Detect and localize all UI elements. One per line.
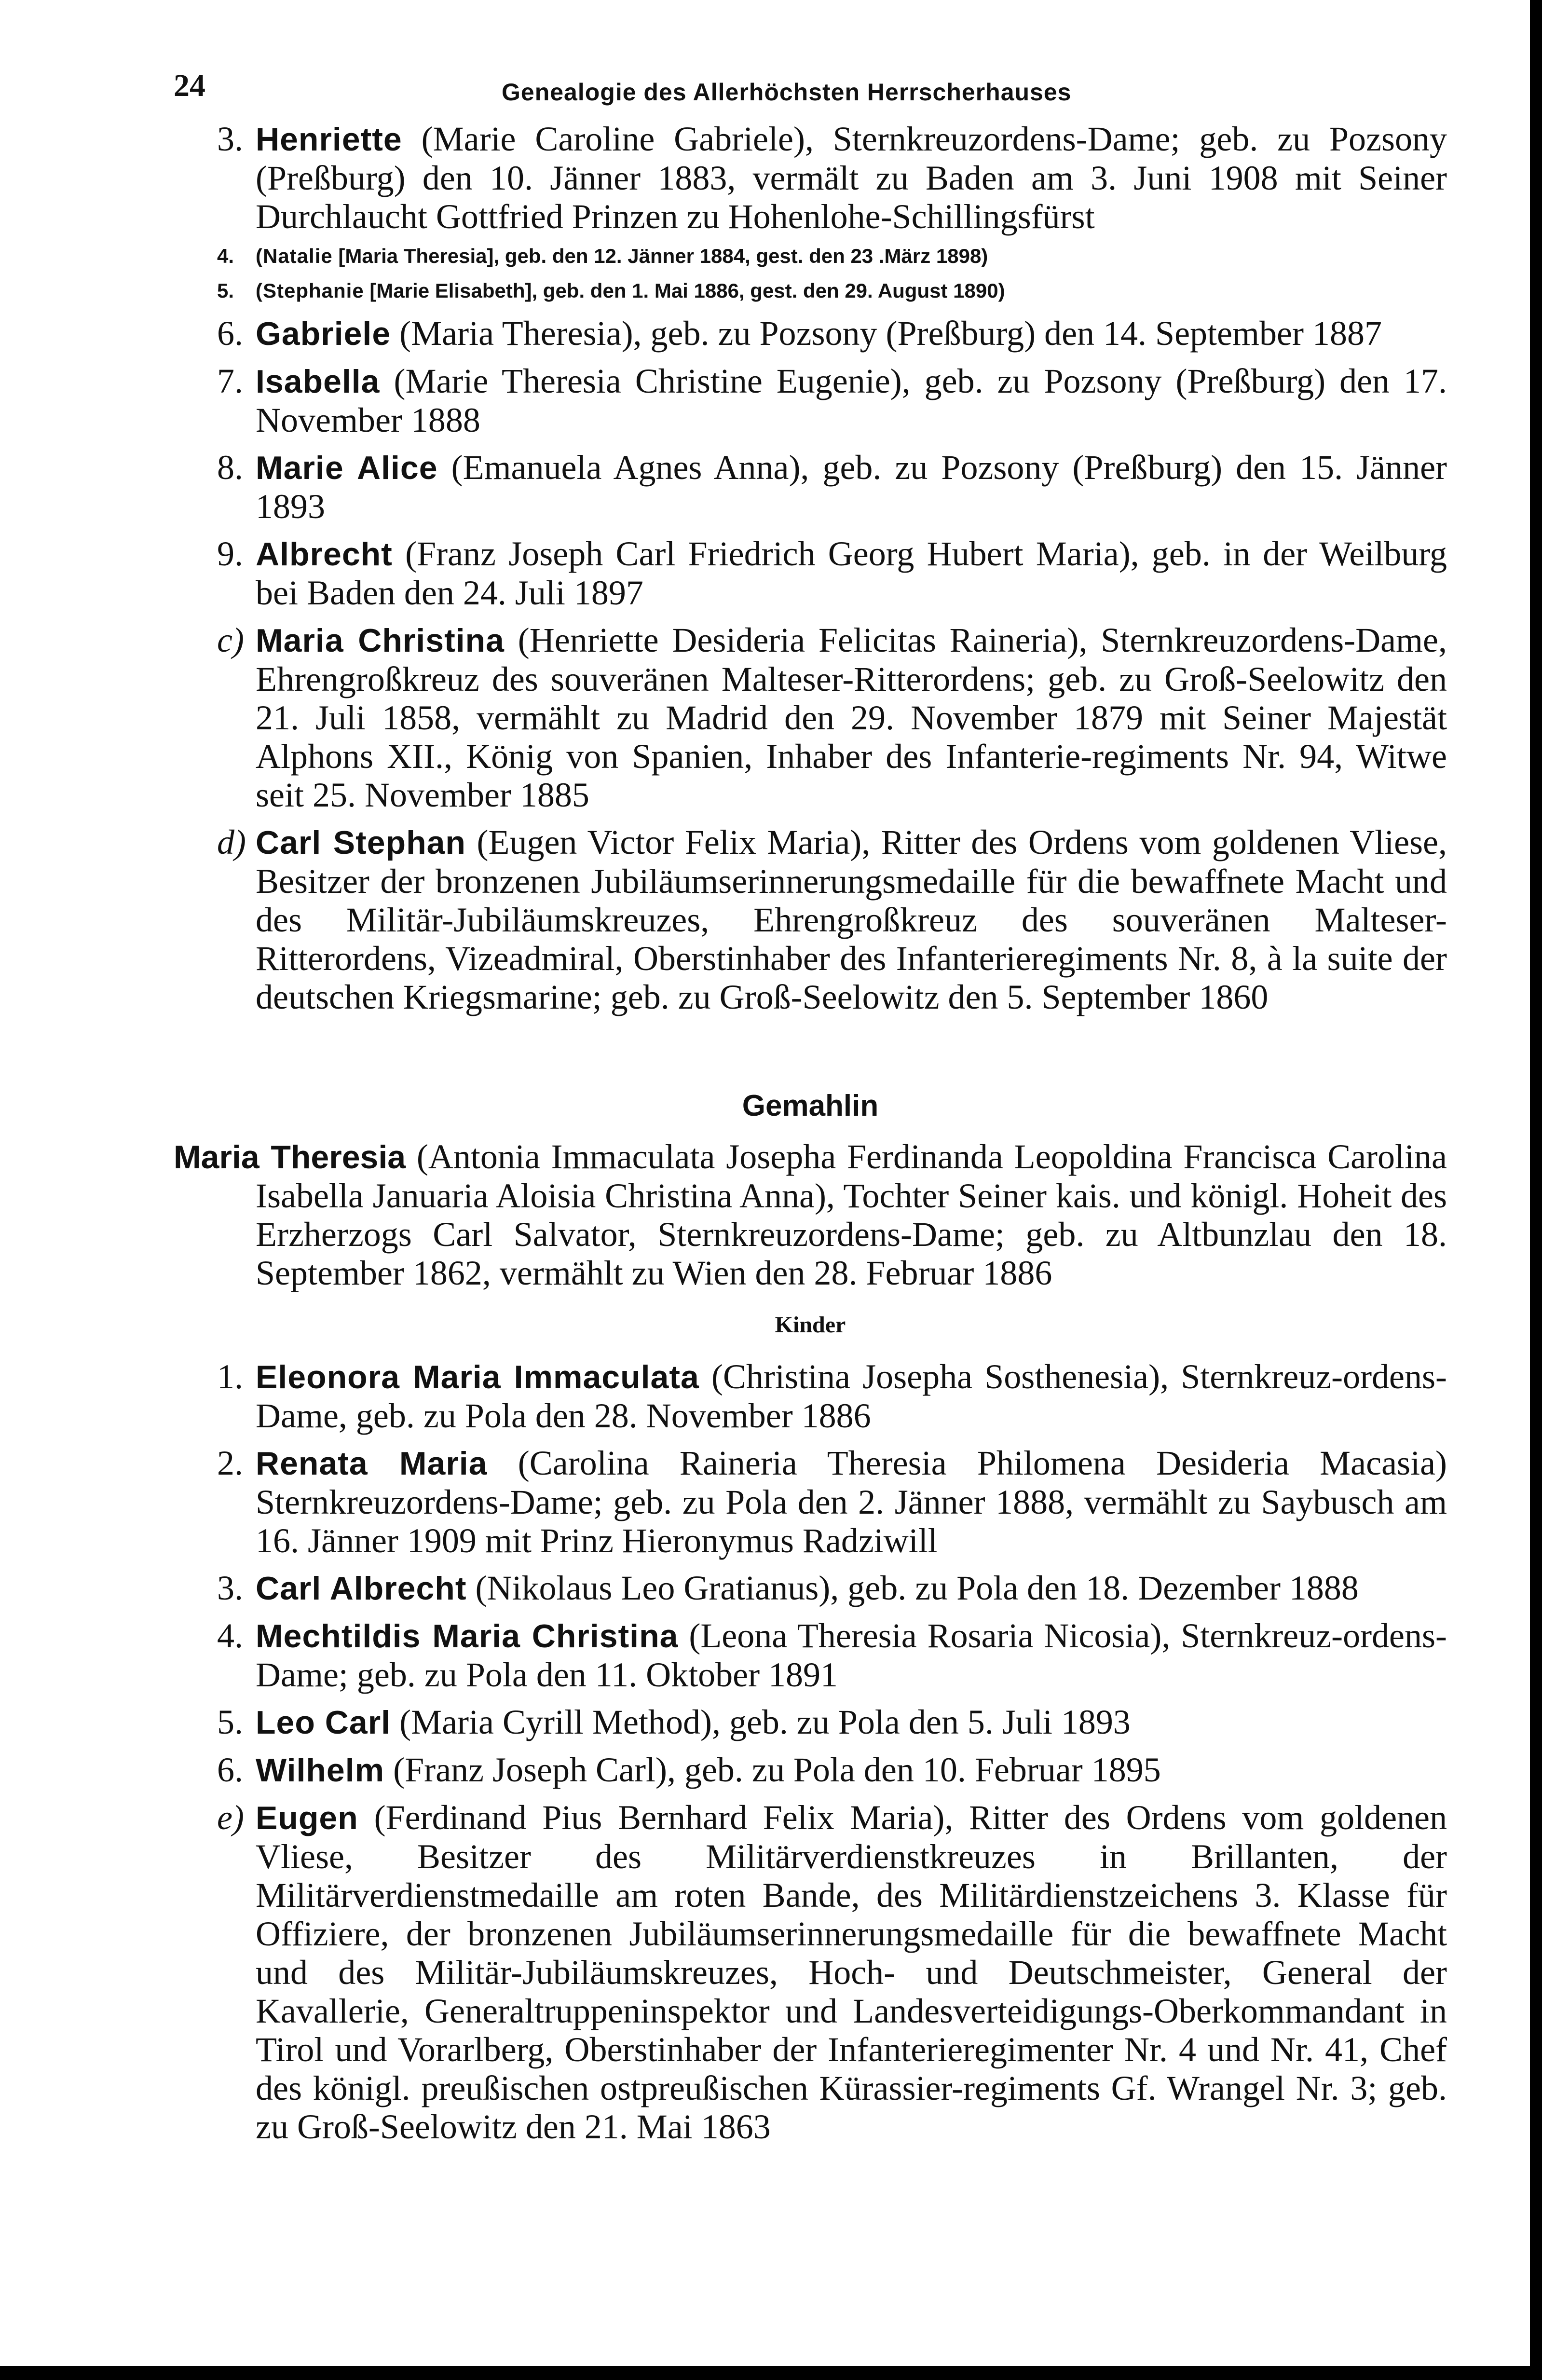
entry-number: e) (217, 1798, 244, 1837)
entry-name: Leo Carl (256, 1704, 391, 1741)
entry-number: 8. (217, 448, 243, 487)
entry-name: Eugen (256, 1800, 358, 1836)
entry-text: (Antonia Immaculata Josepha Ferdinanda Leopoldina Francisca Carolina Isabella Januaria Aloisia Christina Anna), Tochter Seiner kais. und königl. Hoheit des Erzherzogs Carl Salvator, Sternkreuzordens-Dame; geb. zu Altbunzlau den 18. September 1862, vermählt zu Wien den 28. Februar 1886 (256, 1137, 1447, 1292)
running-title: Genealogie des Allerhöchsten Herrscherhauses (502, 79, 1072, 106)
gemahlin-entry (174, 1137, 1447, 1292)
entry-text: [Marie Elisabeth], geb. den 1. Mai 1886, gest. den 29. August 1890) (369, 279, 1005, 302)
genealogy-entry (174, 120, 1447, 236)
genealogy-entry (174, 1703, 1447, 1742)
entry-number: 1. (217, 1357, 243, 1396)
scan-border-bottom (0, 2366, 1542, 2380)
entry-name: Marie Alice (256, 450, 438, 486)
entry-text: (Eugen Victor Felix Maria), Ritter des Ordens vom goldenen Vliese, Besitzer der bronzenen Jubiläumserinnerungsmedaille für die bewaffnete Macht und des Militär-Jubiläumskreuzes, Ehrengroßkreuz des souveränen Malteser-Ritterordens, Vizeadmiral, Oberstinhaber des Infanterieregiments Nr. 8, à la suite der deutschen Kriegsmarine; geb. zu Groß-Seelowitz den 5. September 1860 (256, 823, 1447, 1016)
entry-number: d) (217, 823, 246, 862)
entry-number: 4. (217, 245, 234, 267)
entry-name: Carl Albrecht (256, 1570, 467, 1607)
entry-text: [Maria Theresia], geb. den 12. Jänner 1884, gest. den 23 .März 1898) (338, 245, 988, 267)
entry-name: Isabella (256, 363, 380, 400)
entry-text: (Maria Theresia), geb. zu Pozsony (Preßburg) den 14. September 1887 (399, 314, 1382, 353)
entry-number: 7. (217, 362, 243, 400)
entry-text: (Marie Caroline Gabriele), Sternkreuzordens-Dame; geb. zu Pozsony (Preßburg) den 10. Jänner 1883, vermält zu Baden am 3. Juni 1908 mit Seiner Durchlaucht Gottfried Prinzen zu Hohenlohe-Schillingsfürst (256, 120, 1447, 236)
entry-number: 6. (217, 314, 243, 353)
entries-top (174, 120, 1447, 1016)
entry-name: Maria Theresia (174, 1139, 406, 1176)
entry-name: Gabriele (256, 315, 391, 352)
genealogy-entry (174, 1569, 1447, 1608)
genealogy-entry (174, 1616, 1447, 1694)
genealogy-entry (174, 621, 1447, 814)
gemahlin-heading: Gemahlin (742, 1089, 879, 1122)
entry-text: (Christina Josepha Sosthenesia), Sternkreuz-ordens-Dame, geb. zu Pola den 28. November 1886 (256, 1357, 1447, 1435)
genealogy-entry (174, 1357, 1447, 1435)
entry-number: 4. (217, 1616, 243, 1655)
entry-number: 3. (217, 120, 243, 158)
genealogy-entry (174, 276, 1447, 305)
entry-text: (Marie Theresia Christine Eugenie), geb. zu Pozsony (Preßburg) den 17. November 1888 (256, 362, 1447, 439)
entries-bottom (174, 1798, 1447, 2146)
entry-number: 2. (217, 1444, 243, 1482)
entry-text: (Maria Cyrill Method), geb. zu Pola den 5. Juli 1893 (399, 1703, 1131, 1741)
entry-number: 5. (217, 1703, 243, 1741)
entry-number: 3. (217, 1569, 243, 1607)
entry-text: (Franz Joseph Carl), geb. zu Pola den 10. Februar 1895 (393, 1751, 1161, 1789)
entry-name: Albrecht (256, 536, 393, 573)
entry-text: (Carolina Raineria Theresia Philomena Desideria Macasia) Sternkreuzordens-Dame; geb. zu Pola den 2. Jänner 1888, vermählt zu Saybusch am 16. Jänner 1909 mit Prinz Hieronymus Radziwill (256, 1444, 1447, 1560)
entry-name: (Stephanie (256, 279, 364, 302)
kinder-list (174, 1357, 1447, 1790)
genealogy-entry (174, 242, 1447, 271)
entry-name: Eleonora Maria Immaculata (256, 1359, 699, 1395)
genealogy-entry (174, 448, 1447, 526)
entry-number: 5. (217, 279, 234, 302)
entry-name: (Natalie (256, 245, 333, 267)
entry-name: Henriette (256, 121, 402, 158)
entry-number: 9. (217, 534, 243, 573)
entry-text: (Leona Theresia Rosaria Nicosia), Sternkreuz-ordens-Dame; geb. zu Pola den 11. Oktober 1891 (256, 1616, 1447, 1694)
entry-text: (Nikolaus Leo Gratianus), geb. zu Pola den 18. Dezember 1888 (475, 1569, 1359, 1607)
page-number: 24 (174, 68, 205, 103)
entry-name: Mechtildis Maria Christina (256, 1618, 679, 1655)
entry-number: 6. (217, 1751, 243, 1789)
entry-name: Maria Christina (256, 622, 505, 659)
genealogy-entry (174, 823, 1447, 1016)
page (174, 68, 1447, 2146)
entry-name: Carl Stephan (256, 824, 466, 861)
entry-text: (Henriette Desideria Felicitas Raineria), Sternkreuzordens-Dame, Ehrengroßkreuz des souveränen Malteser-Ritterordens; geb. zu Groß-Seelowitz den 21. Juli 1858, vermählt zu Madrid den 29. November 1879 mit Seiner Majestät Alphons XII., König von Spanien, Inhaber des Infanterie-regiments Nr. 94, Witwe seit 25. November 1885 (256, 621, 1447, 814)
kinder-heading: Kinder (775, 1312, 846, 1338)
page-header (174, 68, 1447, 111)
entry-name: Renata Maria (256, 1445, 488, 1482)
genealogy-entry (174, 1798, 1447, 2146)
genealogy-entry (174, 1444, 1447, 1560)
entry-name: Wilhelm (256, 1752, 385, 1789)
entry-text: (Franz Joseph Carl Friedrich Georg Hubert Maria), geb. in der Weilburg bei Baden den 24. Juli 1897 (256, 534, 1447, 612)
entry-number: c) (217, 621, 244, 659)
entry-text: (Ferdinand Pius Bernhard Felix Maria), Ritter des Ordens vom goldenen Vliese, Besitzer des Militärverdienstkreuzes in Brillanten, der Militärverdienstmedaille am roten Bande, des Militärdienstzeichens 3. Klasse für Offiziere, der bronzenen Jubiläumserinnerungsmedaille für die bewaffnete Macht und des Militär-Jubiläumskreuzes, Hoch- und Deutschmeister, General der Kavallerie, Generaltruppeninspektor und Landesverteidigungs-Oberkommandant in Tirol und Vorarlberg, Oberstinhaber der Infanterieregimenter Nr. 4 und Nr. 41, Chef des königl. preußischen ostpreußischen Kürassier-regiments Gf. Wrangel Nr. 3; geb. zu Groß-Seelowitz den 21. Mai 1863 (256, 1798, 1447, 2146)
scan-border-right (1530, 0, 1542, 2380)
entry-text: (Emanuela Agnes Anna), geb. zu Pozsony (Preßburg) den 15. Jänner 1893 (256, 448, 1447, 526)
genealogy-entry (174, 1751, 1447, 1790)
genealogy-entry (174, 314, 1447, 353)
genealogy-entry (174, 362, 1447, 439)
genealogy-entry (174, 534, 1447, 612)
